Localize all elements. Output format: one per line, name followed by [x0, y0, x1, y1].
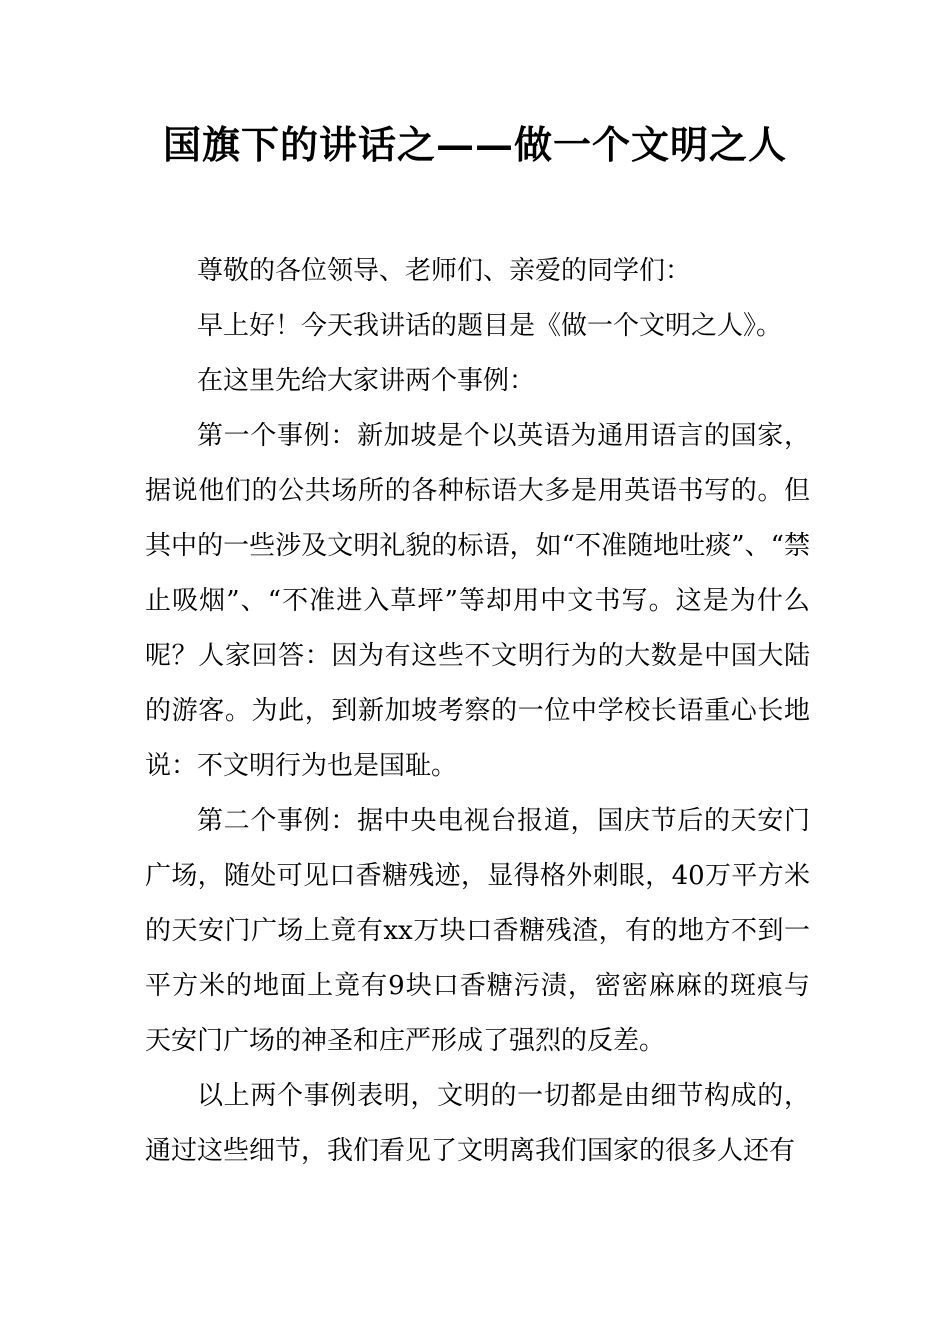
paragraph-example-one: 第一个事例：新加坡是个以英语为通用语言的国家，据说他们的公共场所的各种标语大多是用英语书写的。但其中的一些涉及文明礼貌的标语，如“不准随地吐痰”、“禁止吸烟”、“不准进入草坪”等却用中文书写。这是为什么呢？人家回答：因为有这些不文明行为的大数是中国大陆的游客。为此，到新加坡考察的一位中学校长语重心长地说：不文明行为也是国耻。	[145, 421, 810, 781]
paragraph-example-two: 第二个事例：据中央电视台报道，国庆节后的天安门广场，随处可见口香糖残迹，显得格外刺眼，40万平方米的天安门广场上竟有xx万块口香糖残渣，有的地方不到一平方米的地面上竟有9块口香糖污渍，密密麻麻的斑痕与天安门广场的神圣和庄严形成了强烈的反差。	[145, 806, 810, 1056]
document-title: 国旗下的讲话之——做一个文明之人	[162, 122, 787, 167]
paragraph-topic: 早上好！今天我讲话的题目是《做一个文明之人》。	[197, 311, 783, 341]
document-body	[145, 244, 810, 1179]
paragraph-greeting: 尊敬的各位领导、老师们、亲爱的同学们：	[197, 256, 692, 286]
paragraph-conclusion: 以上两个事例表明，文明的一切都是由细节构成的，通过这些细节，我们看见了文明离我们国家的很多人还有	[145, 1081, 810, 1166]
paragraph-intro: 在这里先给大家讲两个事例：	[197, 366, 536, 396]
